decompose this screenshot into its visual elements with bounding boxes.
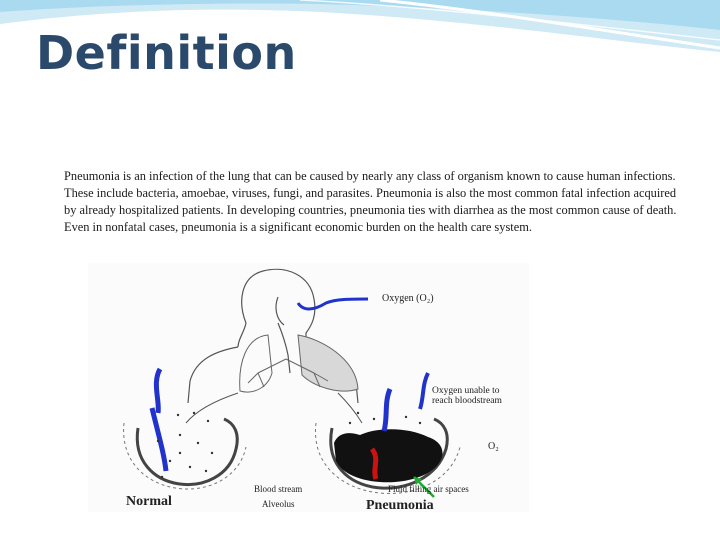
oxygen-label: Oxygen (O₂) [382,293,434,304]
lungs [240,335,358,392]
definition-text: Pneumonia is an infection of the lung that can be caused by nearly any class of organism known to cause human infections. These include bacteria, amoebae, viruses, fungi, and parasites. Pneumonia is also the most common fatal infection acquired by already hospitalized patients. In developing countries, pneumonia ties with diarrhea as the most common cause of death. Even in nonfatal cases, pneumonia is a significant economic burden on the health care system. [64,169,677,234]
oxygen-unable-label-line2: reach bloodstream [432,396,502,406]
normal-label: Normal [126,494,172,509]
trachea-airflow [298,299,368,309]
o2-label: O₂ [488,441,499,452]
pneumonia-diagram [88,263,529,512]
fluid-label: Fluid filling air spaces [388,484,469,494]
alveolus-label: Alveolus [262,499,295,509]
normal-alveolus [124,369,246,489]
blood-stream-label: Blood stream [254,484,303,494]
pneumonia-label: Pneumonia [366,498,434,512]
page-title: Definition [36,26,297,80]
oxygen-unable-label-line1: Oxygen unable to [432,386,500,396]
